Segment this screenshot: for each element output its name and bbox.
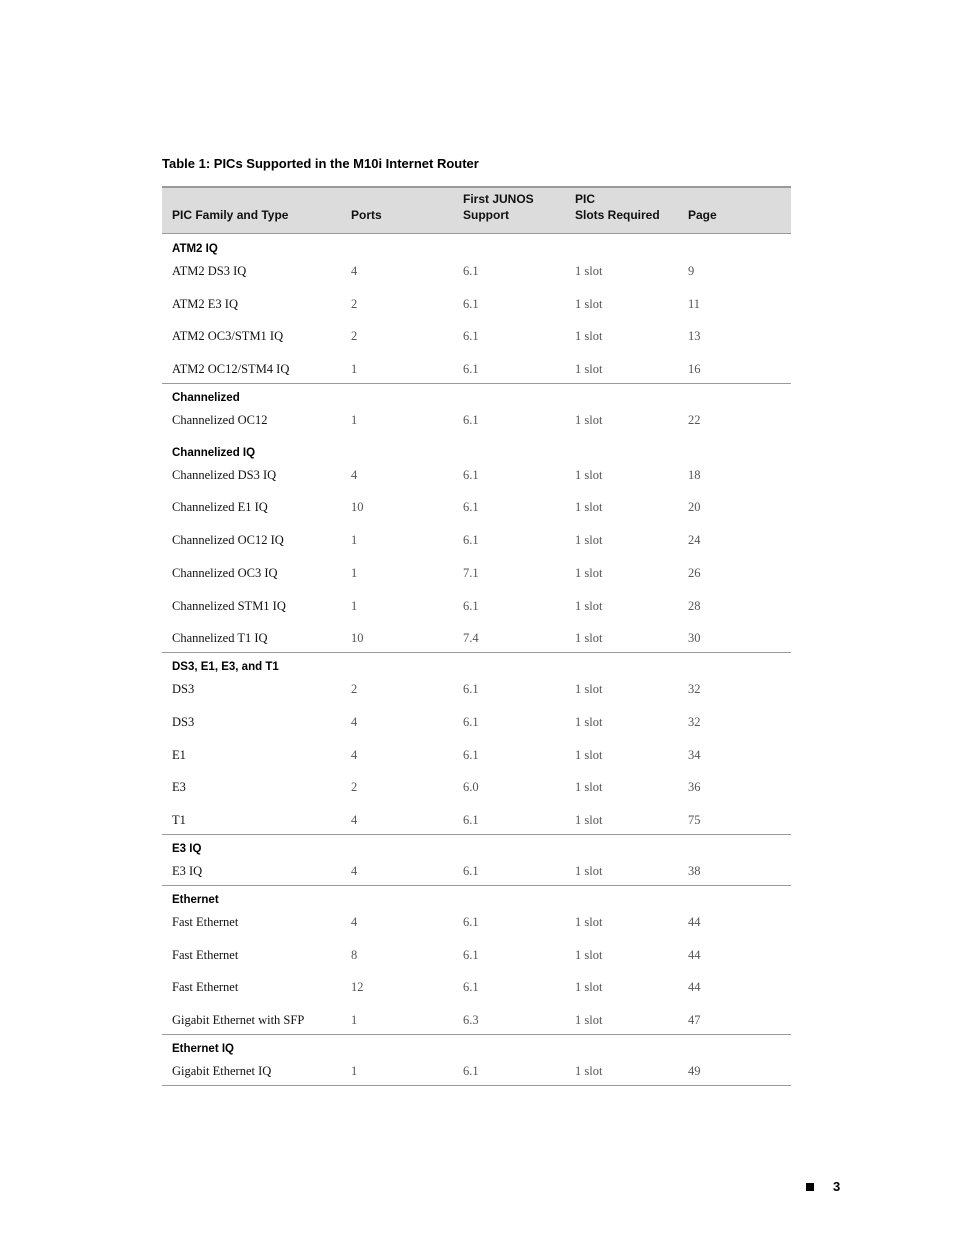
cell-pic-type: ATM2 DS3 IQ (172, 264, 247, 278)
table-group (162, 235, 791, 384)
table-row (162, 559, 791, 592)
cell-pic-type: Channelized OC12 (172, 413, 268, 428)
cell-page: 34 (688, 747, 701, 762)
header-pic-family: PIC Family and Type (172, 208, 289, 222)
cell-slots-required: 1 slot (575, 264, 603, 278)
table-header (162, 186, 791, 234)
cell-ports: 4 (351, 747, 358, 762)
cell-page: 9 (688, 264, 695, 278)
group-title: Channelized (172, 392, 240, 405)
cell-ports: 2 (351, 780, 358, 795)
cell-junos-version: 6.1 (463, 362, 479, 377)
group-title: Channelized IQ (172, 446, 256, 459)
header-first-junos-support (463, 191, 534, 223)
group-title: E3 IQ (172, 842, 202, 855)
cell-slots-required: 1 slot (575, 467, 603, 482)
cell-ports: 12 (351, 980, 364, 995)
cell-ports: 2 (351, 296, 358, 311)
table-group (162, 886, 791, 1035)
cell-ports: 4 (351, 714, 358, 729)
cell-ports: 1 (351, 565, 358, 580)
cell-ports: 1 (351, 598, 358, 613)
cell-pic-type: Channelized STM1 IQ (172, 598, 286, 613)
cell-junos-version: 7.1 (463, 565, 479, 580)
cell-pic-type: ATM2 E3 IQ (172, 296, 238, 311)
cell-junos-version: 6.1 (463, 413, 479, 428)
cell-slots-required: 1 slot (575, 682, 603, 697)
cell-page: 44 (688, 980, 701, 995)
cell-ports: 4 (351, 264, 358, 278)
table-row (162, 1057, 791, 1085)
cell-pic-type: ATM2 OC12/STM4 IQ (172, 362, 290, 377)
cell-ports: 4 (351, 812, 358, 827)
cell-slots-required: 1 slot (575, 565, 603, 580)
cell-pic-type: Fast Ethernet (172, 980, 239, 995)
cell-junos-version: 6.1 (463, 264, 479, 278)
cell-junos-version: 6.1 (463, 533, 479, 548)
cell-slots-required: 1 slot (575, 812, 603, 827)
cell-ports: 4 (351, 914, 358, 929)
table-row (162, 290, 791, 323)
cell-ports: 1 (351, 1013, 358, 1027)
cell-slots-required: 1 slot (575, 631, 603, 646)
group-title: Ethernet IQ (172, 1043, 234, 1055)
cell-slots-required: 1 slot (575, 598, 603, 613)
cell-page: 75 (688, 812, 701, 827)
cell-page: 44 (688, 947, 701, 962)
table-row (162, 973, 791, 1006)
cell-pic-type: DS3 (172, 682, 195, 697)
cell-pic-type: Channelized T1 IQ (172, 631, 268, 646)
cell-pic-type: Channelized OC12 IQ (172, 533, 284, 548)
cell-ports: 1 (351, 362, 358, 377)
cell-junos-version: 6.3 (463, 1013, 479, 1027)
cell-slots-required: 1 slot (575, 362, 603, 377)
cell-junos-version: 6.1 (463, 598, 479, 613)
cell-page: 32 (688, 682, 701, 697)
cell-ports: 1 (351, 413, 358, 428)
cell-ports: 4 (351, 863, 358, 878)
table-group (162, 384, 791, 439)
cell-junos-version: 6.1 (463, 747, 479, 762)
header-junos-line1: First JUNOS (463, 192, 534, 206)
cell-junos-version: 7.4 (463, 631, 479, 646)
cell-ports: 4 (351, 467, 358, 482)
table-row (162, 941, 791, 974)
cell-slots-required: 1 slot (575, 947, 603, 962)
cell-slots-required: 1 slot (575, 1013, 603, 1027)
table-body (162, 235, 791, 1086)
cell-ports: 2 (351, 682, 358, 697)
cell-page: 38 (688, 863, 701, 878)
cell-pic-type: DS3 (172, 714, 195, 729)
table-row (162, 257, 791, 290)
table-row (162, 355, 791, 383)
cell-slots-required: 1 slot (575, 980, 603, 995)
cell-ports: 1 (351, 1064, 358, 1078)
page-number: 3 (833, 1179, 841, 1194)
table-group (162, 653, 791, 835)
cell-pic-type: Fast Ethernet (172, 947, 239, 962)
table-row (162, 1006, 791, 1034)
cell-junos-version: 6.1 (463, 682, 479, 697)
cell-pic-type: Channelized E1 IQ (172, 500, 268, 515)
table-row (162, 624, 791, 652)
table-row (162, 675, 791, 708)
table-row (162, 406, 791, 439)
cell-slots-required: 1 slot (575, 296, 603, 311)
cell-pic-type: Channelized OC3 IQ (172, 565, 278, 580)
cell-ports: 10 (351, 500, 364, 515)
cell-slots-required: 1 slot (575, 780, 603, 795)
header-slots-line1: PIC (575, 192, 596, 206)
cell-slots-required: 1 slot (575, 747, 603, 762)
cell-pic-type: E1 (172, 747, 186, 762)
table-row (162, 526, 791, 559)
cell-page: 11 (688, 296, 701, 311)
cell-pic-type: E3 IQ (172, 863, 203, 878)
table-group (162, 1035, 791, 1086)
cell-page: 13 (688, 329, 701, 344)
cell-pic-type: Gigabit Ethernet with SFP (172, 1013, 305, 1027)
cell-page: 47 (688, 1013, 701, 1027)
cell-junos-version: 6.1 (463, 863, 479, 878)
table-caption: Table 1: PICs Supported in the M10i Internet Router (162, 156, 479, 171)
cell-junos-version: 6.1 (463, 1064, 479, 1078)
cell-page: 36 (688, 780, 701, 795)
header-junos-line2: Support (463, 208, 509, 222)
header-pic-slots-required (575, 191, 660, 223)
table-row (162, 773, 791, 806)
table-row (162, 461, 791, 494)
group-title: DS3, E1, E3, and T1 (172, 661, 279, 674)
cell-junos-version: 6.1 (463, 296, 479, 311)
cell-pic-type: E3 (172, 780, 186, 795)
cell-slots-required: 1 slot (575, 533, 603, 548)
cell-junos-version: 6.1 (463, 329, 479, 344)
table-row (162, 592, 791, 625)
table-group (162, 835, 791, 886)
table-row (162, 741, 791, 774)
cell-page: 20 (688, 500, 701, 515)
cell-page: 22 (688, 413, 701, 428)
header-slots-line2: Slots Required (575, 208, 660, 222)
footer-square-icon (806, 1183, 814, 1191)
cell-slots-required: 1 slot (575, 863, 603, 878)
cell-junos-version: 6.1 (463, 714, 479, 729)
cell-slots-required: 1 slot (575, 914, 603, 929)
cell-page: 32 (688, 714, 701, 729)
cell-junos-version: 6.1 (463, 500, 479, 515)
cell-slots-required: 1 slot (575, 714, 603, 729)
group-title: ATM2 IQ (172, 243, 218, 255)
cell-pic-type: Channelized DS3 IQ (172, 467, 277, 482)
table-row (162, 708, 791, 741)
cell-junos-version: 6.0 (463, 780, 479, 795)
cell-page: 28 (688, 598, 701, 613)
cell-ports: 8 (351, 947, 358, 962)
cell-page: 49 (688, 1064, 701, 1078)
group-title: Ethernet (172, 893, 219, 906)
cell-ports: 2 (351, 329, 358, 344)
cell-junos-version: 6.1 (463, 914, 479, 929)
cell-pic-type: ATM2 OC3/STM1 IQ (172, 329, 284, 344)
table-row (162, 493, 791, 526)
header-ports: Ports (351, 208, 382, 222)
cell-pic-type: T1 (172, 812, 186, 827)
cell-pic-type: Fast Ethernet (172, 914, 239, 929)
cell-page: 44 (688, 914, 701, 929)
cell-page: 24 (688, 533, 701, 548)
cell-slots-required: 1 slot (575, 329, 603, 344)
header-page: Page (688, 208, 717, 222)
cell-slots-required: 1 slot (575, 500, 603, 515)
cell-junos-version: 6.1 (463, 467, 479, 482)
cell-slots-required: 1 slot (575, 413, 603, 428)
table-row (162, 322, 791, 355)
cell-pic-type: Gigabit Ethernet IQ (172, 1064, 272, 1078)
cell-ports: 1 (351, 533, 358, 548)
table-row (162, 806, 791, 834)
cell-junos-version: 6.1 (463, 947, 479, 962)
table-group (162, 439, 791, 653)
cell-junos-version: 6.1 (463, 812, 479, 827)
table-row (162, 908, 791, 941)
cell-page: 30 (688, 631, 701, 646)
table-row (162, 857, 791, 885)
cell-junos-version: 6.1 (463, 980, 479, 995)
cell-slots-required: 1 slot (575, 1064, 603, 1078)
cell-page: 18 (688, 467, 701, 482)
cell-page: 26 (688, 565, 701, 580)
cell-page: 16 (688, 362, 701, 377)
cell-ports: 10 (351, 631, 364, 646)
